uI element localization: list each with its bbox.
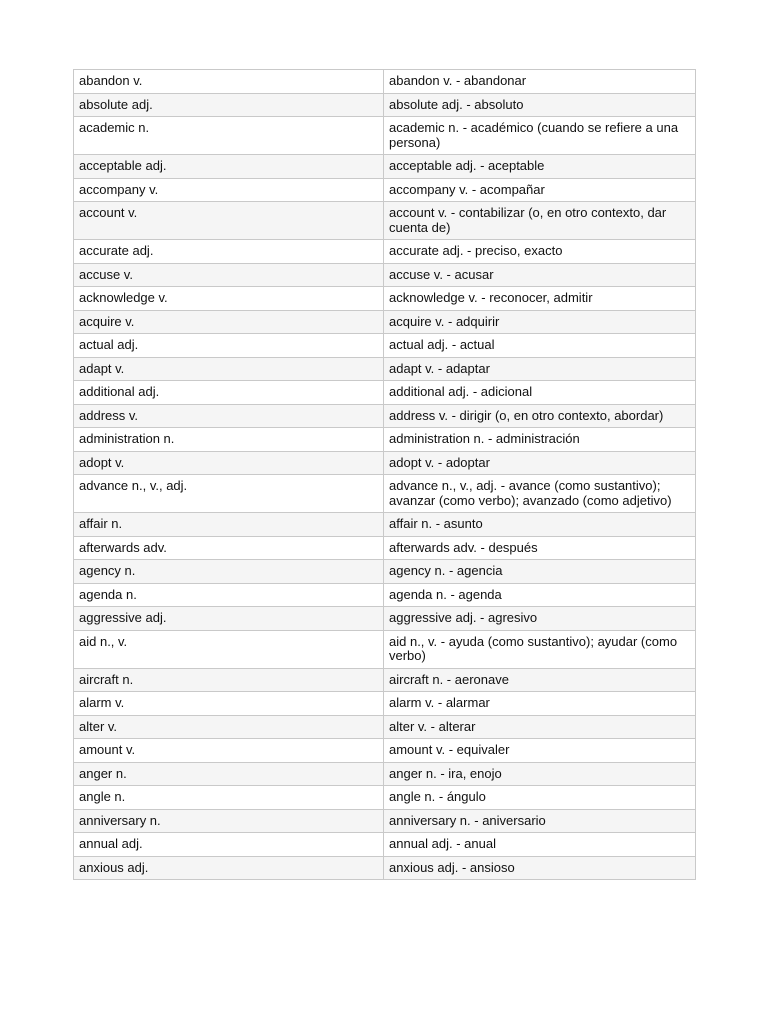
term-cell: alter v. bbox=[74, 715, 384, 739]
term-cell: alarm v. bbox=[74, 692, 384, 716]
table-row bbox=[74, 287, 696, 311]
translation-cell: annual adj. - anual bbox=[384, 833, 696, 857]
table-row bbox=[74, 178, 696, 202]
term-cell: aggressive adj. bbox=[74, 607, 384, 631]
translation-cell: address v. - dirigir (o, en otro contexto, abordar) bbox=[384, 404, 696, 428]
term-cell: acquire v. bbox=[74, 310, 384, 334]
translation-cell: affair n. - asunto bbox=[384, 513, 696, 537]
term-cell: agenda n. bbox=[74, 583, 384, 607]
translation-cell: aid n., v. - ayuda (como sustantivo); ayudar (como verbo) bbox=[384, 630, 696, 668]
term-cell: acceptable adj. bbox=[74, 155, 384, 179]
translation-cell: anger n. - ira, enojo bbox=[384, 762, 696, 786]
translation-cell: adapt v. - adaptar bbox=[384, 357, 696, 381]
translation-cell: alter v. - alterar bbox=[384, 715, 696, 739]
translation-cell: aircraft n. - aeronave bbox=[384, 668, 696, 692]
translation-cell: adopt v. - adoptar bbox=[384, 451, 696, 475]
table-row bbox=[74, 856, 696, 880]
translation-cell: anniversary n. - aniversario bbox=[384, 809, 696, 833]
table-row bbox=[74, 404, 696, 428]
term-cell: affair n. bbox=[74, 513, 384, 537]
translation-cell: acquire v. - adquirir bbox=[384, 310, 696, 334]
table-row bbox=[74, 117, 696, 155]
table-row bbox=[74, 240, 696, 264]
term-cell: agency n. bbox=[74, 560, 384, 584]
term-cell: administration n. bbox=[74, 428, 384, 452]
term-cell: abandon v. bbox=[74, 70, 384, 94]
translation-cell: abandon v. - abandonar bbox=[384, 70, 696, 94]
translation-cell: additional adj. - adicional bbox=[384, 381, 696, 405]
term-cell: actual adj. bbox=[74, 334, 384, 358]
vocabulary-table-body bbox=[74, 70, 696, 880]
translation-cell: aggressive adj. - agresivo bbox=[384, 607, 696, 631]
table-row bbox=[74, 475, 696, 513]
term-cell: account v. bbox=[74, 202, 384, 240]
term-cell: adopt v. bbox=[74, 451, 384, 475]
table-row bbox=[74, 692, 696, 716]
table-row bbox=[74, 357, 696, 381]
table-row bbox=[74, 428, 696, 452]
translation-cell: amount v. - equivaler bbox=[384, 739, 696, 763]
translation-cell: acknowledge v. - reconocer, admitir bbox=[384, 287, 696, 311]
term-cell: address v. bbox=[74, 404, 384, 428]
term-cell: advance n., v., adj. bbox=[74, 475, 384, 513]
table-row bbox=[74, 536, 696, 560]
table-row bbox=[74, 786, 696, 810]
table-row bbox=[74, 607, 696, 631]
table-row bbox=[74, 202, 696, 240]
term-cell: aid n., v. bbox=[74, 630, 384, 668]
translation-cell: academic n. - académico (cuando se refiere a una persona) bbox=[384, 117, 696, 155]
translation-cell: agency n. - agencia bbox=[384, 560, 696, 584]
term-cell: annual adj. bbox=[74, 833, 384, 857]
table-row bbox=[74, 560, 696, 584]
term-cell: accompany v. bbox=[74, 178, 384, 202]
term-cell: accuse v. bbox=[74, 263, 384, 287]
translation-cell: anxious adj. - ansioso bbox=[384, 856, 696, 880]
table-row bbox=[74, 668, 696, 692]
term-cell: acknowledge v. bbox=[74, 287, 384, 311]
table-row bbox=[74, 513, 696, 537]
table-row bbox=[74, 739, 696, 763]
table-row bbox=[74, 93, 696, 117]
term-cell: adapt v. bbox=[74, 357, 384, 381]
term-cell: anxious adj. bbox=[74, 856, 384, 880]
term-cell: anger n. bbox=[74, 762, 384, 786]
translation-cell: accompany v. - acompañar bbox=[384, 178, 696, 202]
table-row bbox=[74, 583, 696, 607]
table-row bbox=[74, 630, 696, 668]
table-row bbox=[74, 451, 696, 475]
table-row bbox=[74, 715, 696, 739]
table-row bbox=[74, 334, 696, 358]
translation-cell: acceptable adj. - aceptable bbox=[384, 155, 696, 179]
translation-cell: alarm v. - alarmar bbox=[384, 692, 696, 716]
table-row bbox=[74, 310, 696, 334]
translation-cell: account v. - contabilizar (o, en otro contexto, dar cuenta de) bbox=[384, 202, 696, 240]
table-row bbox=[74, 833, 696, 857]
vocabulary-table bbox=[73, 69, 696, 880]
translation-cell: afterwards adv. - después bbox=[384, 536, 696, 560]
translation-cell: absolute adj. - absoluto bbox=[384, 93, 696, 117]
table-row bbox=[74, 263, 696, 287]
term-cell: anniversary n. bbox=[74, 809, 384, 833]
translation-cell: agenda n. - agenda bbox=[384, 583, 696, 607]
term-cell: aircraft n. bbox=[74, 668, 384, 692]
translation-cell: accurate adj. - preciso, exacto bbox=[384, 240, 696, 264]
translation-cell: administration n. - administración bbox=[384, 428, 696, 452]
translation-cell: actual adj. - actual bbox=[384, 334, 696, 358]
translation-cell: advance n., v., adj. - avance (como sustantivo); avanzar (como verbo); avanzado (como adjetivo) bbox=[384, 475, 696, 513]
term-cell: academic n. bbox=[74, 117, 384, 155]
table-row bbox=[74, 809, 696, 833]
term-cell: angle n. bbox=[74, 786, 384, 810]
table-row bbox=[74, 70, 696, 94]
table-row bbox=[74, 381, 696, 405]
term-cell: additional adj. bbox=[74, 381, 384, 405]
table-row bbox=[74, 762, 696, 786]
term-cell: amount v. bbox=[74, 739, 384, 763]
term-cell: afterwards adv. bbox=[74, 536, 384, 560]
term-cell: accurate adj. bbox=[74, 240, 384, 264]
term-cell: absolute adj. bbox=[74, 93, 384, 117]
translation-cell: angle n. - ángulo bbox=[384, 786, 696, 810]
translation-cell: accuse v. - acusar bbox=[384, 263, 696, 287]
table-row bbox=[74, 155, 696, 179]
